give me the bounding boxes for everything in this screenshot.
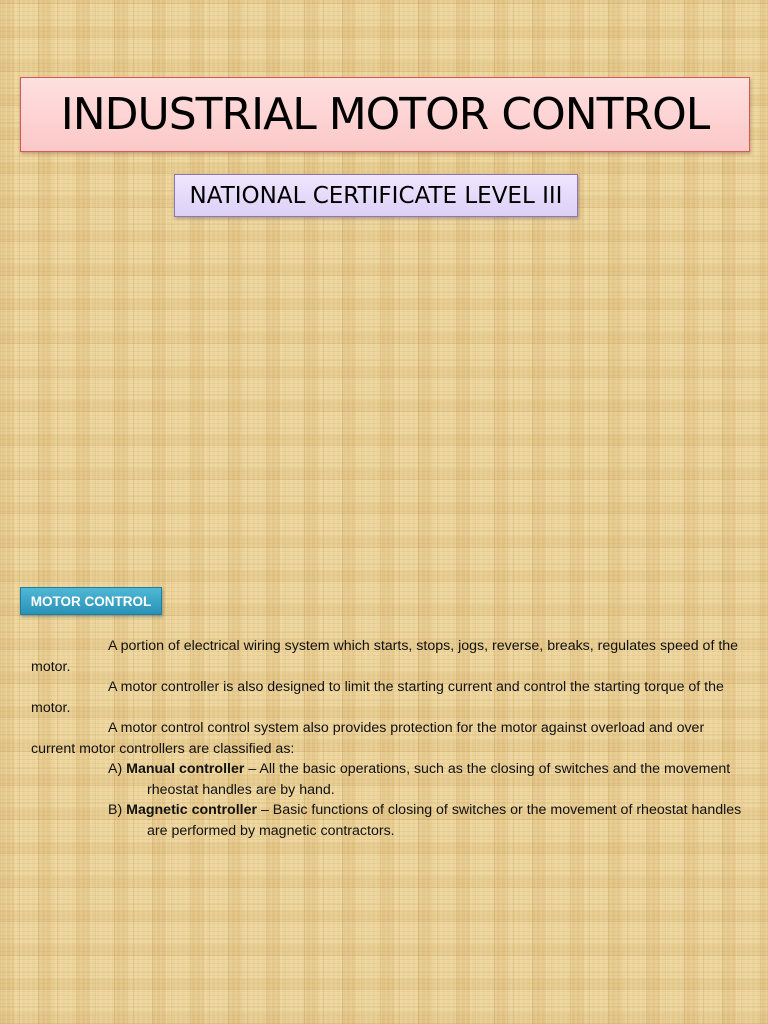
section-heading-label: MOTOR CONTROL bbox=[30, 593, 152, 609]
list-item-magnetic-controller bbox=[31, 800, 747, 841]
list-term: Manual controller bbox=[126, 761, 245, 777]
list-marker: B) bbox=[108, 802, 123, 818]
page-subtitle: NATIONAL CERTIFICATE LEVEL III bbox=[189, 182, 563, 209]
body-text bbox=[31, 636, 747, 841]
list-term: Magnetic controller bbox=[126, 802, 258, 818]
page-title: INDUSTRIAL MOTOR CONTROL bbox=[60, 89, 710, 140]
list-description: – All the basic operations, such as the closing of switches and the movement rheostat handles are by hand. bbox=[147, 761, 731, 798]
paragraph: A motor control control system also provides protection for the motor against overload and over current motor controllers are classified as: bbox=[31, 720, 705, 757]
list-description: – Basic functions of closing of switches or the movement of rheostat handles are performed by magnetic contractors. bbox=[147, 802, 742, 839]
title-banner bbox=[20, 77, 750, 152]
paragraph: A portion of electrical wiring system which starts, stops, jogs, reverse, breaks, regulates speed of the motor. bbox=[31, 638, 739, 675]
list-marker: A) bbox=[108, 761, 123, 777]
paragraph: A motor controller is also designed to limit the starting current and control the starting torque of the motor. bbox=[31, 679, 724, 716]
list-item-manual-controller bbox=[31, 759, 747, 800]
section-heading-badge bbox=[20, 587, 162, 615]
subtitle-banner bbox=[174, 174, 578, 217]
